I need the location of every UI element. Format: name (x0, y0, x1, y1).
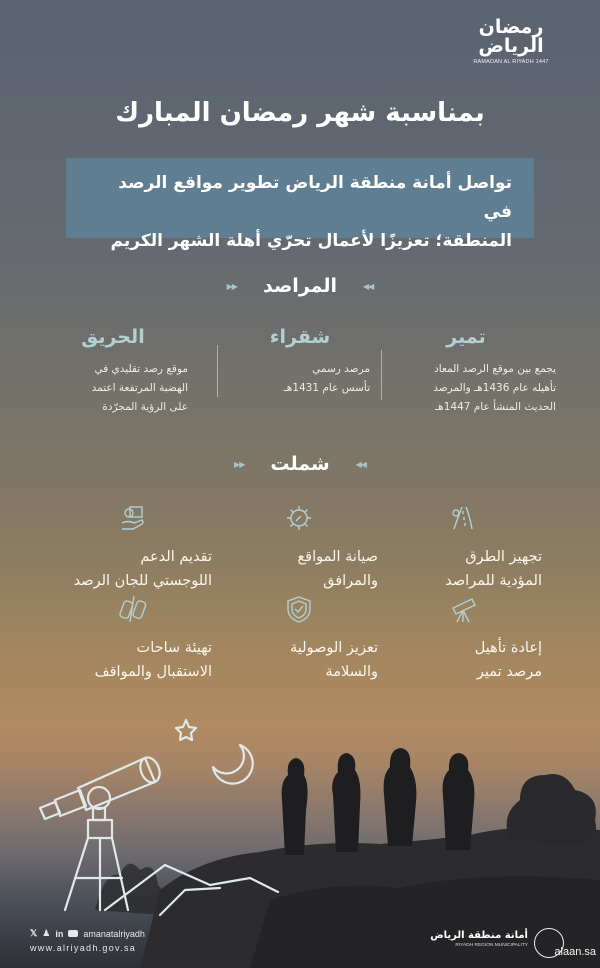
municipality-name-en: RIYADH REGION MUNICIPALITY (455, 943, 528, 948)
feature-parking (48, 594, 218, 684)
website-link[interactable]: www.alriyadh.gov.sa (30, 943, 137, 953)
intro-box (66, 158, 534, 251)
feature-line-2: والسلامة (325, 664, 378, 680)
feature-line-2: والمرافق (323, 573, 378, 589)
logistics-support-icon (118, 503, 148, 533)
shield-check-icon (284, 594, 314, 624)
observatory-desc-line: الحديث المنشأ عام 1447هـ (435, 401, 556, 413)
feature-accessibility-safety (214, 594, 384, 684)
linkedin-icon[interactable]: in (55, 928, 64, 939)
intro-line-2: المنطقة؛ تعزيزًا لأعمال تحرّي أهلة الشهر الكريم (110, 231, 512, 251)
observatory-desc-line: مرصد رسمي (312, 363, 370, 375)
feature-logistics (48, 503, 218, 593)
observatory-shaqra (230, 326, 370, 398)
observatory-name: شقراء (269, 326, 331, 348)
observatory-desc-line: تأهيله عام 1436هـ والمرصد (433, 382, 556, 394)
municipality-name-ar: أمانة منطقة الرياض (430, 930, 528, 941)
observatory-desc-line: يجمع بين موقع الرصد المعاد (434, 363, 556, 375)
observatory-desc-line: على الرؤية المجرّدة (102, 401, 188, 413)
observatories-heading-label: المراصد (262, 275, 338, 297)
social-handle[interactable]: amanatalriyadh (83, 928, 145, 939)
telescope-icon (448, 594, 478, 624)
chevron-left-double-icon: ◀◀ (355, 459, 366, 469)
feature-line-1: تجهيز الطرق (465, 549, 542, 565)
feature-maintenance (214, 503, 384, 593)
maintenance-gear-icon (284, 503, 314, 533)
logo-english-text: RAMADAN AL RIYADH 1447 (473, 59, 549, 65)
feature-line-2: اللوجستي للجان الرصد (73, 573, 212, 589)
watermark: alaan.sa (554, 946, 596, 958)
feature-roads (378, 503, 548, 593)
feature-line-1: تقديم الدعم (140, 549, 212, 565)
page-title: بمناسبة شهر رمضان المبارك (115, 98, 485, 128)
logo-arabic-text: رمضان الرياض (478, 16, 544, 57)
star-icon (176, 720, 196, 740)
chevron-left-double-icon: ◀◀ (363, 281, 374, 291)
feature-line-1: تعزيز الوصولية (290, 640, 378, 656)
social-links (30, 928, 145, 939)
chevron-right-double-icon: ▶▶ (234, 459, 245, 469)
feature-line-1: إعادة تأهيل (474, 640, 542, 656)
observatory-desc-line: تأسس عام 1431هـ (283, 382, 370, 394)
feature-line-2: الاستقبال والمواقف (94, 664, 212, 680)
column-divider (381, 350, 382, 400)
telescope-illustration (0, 700, 300, 920)
observatory-desc-line: الهضبة المرتفعة اعتمد (91, 382, 188, 394)
included-heading-label: شملت (270, 453, 330, 475)
snapchat-icon[interactable]: ♟ (42, 928, 51, 938)
parking-icon (118, 594, 148, 624)
feature-line-1: صيانة المواقع (297, 549, 378, 565)
feature-line-2: المؤدية للمراصد (445, 573, 542, 589)
observatory-name: تمير (446, 326, 486, 348)
observatories-heading (0, 275, 600, 297)
crescent-moon-icon (213, 745, 253, 784)
municipality-logo (430, 930, 528, 948)
observatory-desc-line: موقع رصد تقليدي في (94, 363, 188, 375)
feature-line-2: مرصد تمير (476, 664, 542, 680)
observatory-tumair (376, 326, 556, 417)
chevron-right-double-icon: ▶▶ (226, 281, 237, 291)
ramadan-riyadh-logo (466, 18, 556, 65)
intro-line-1: تواصل أمانة منطقة الرياض تطوير مواقع الرصد في (118, 173, 512, 222)
x-icon[interactable]: 𝕏 (30, 928, 38, 938)
road-icon (448, 503, 478, 533)
youtube-icon[interactable] (68, 930, 78, 937)
observatory-alhariq (38, 326, 188, 417)
feature-line-1: تهيئة ساحات (136, 640, 212, 656)
observatory-name: الحريق (81, 326, 145, 348)
feature-rehab-tumair (378, 594, 548, 684)
included-heading (0, 453, 600, 475)
column-divider (217, 345, 218, 397)
